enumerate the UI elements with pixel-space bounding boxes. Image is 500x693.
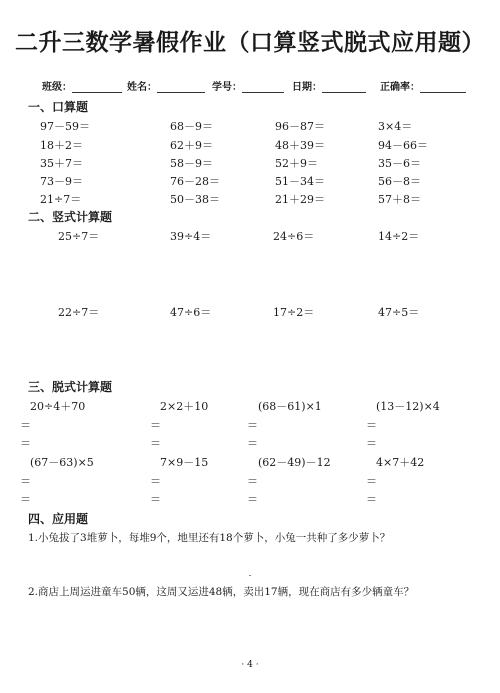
stepwise-problem: 4×7＋42	[376, 456, 425, 469]
stray-dot	[249, 575, 251, 576]
equals-sign: ＝	[150, 475, 161, 488]
oral-problem: 94－66＝	[378, 139, 428, 152]
vertical-problem: 14÷2＝	[378, 230, 420, 243]
equals-sign: ＝	[20, 437, 31, 450]
equals-sign: ＝	[247, 475, 258, 488]
equals-sign: ＝	[150, 419, 161, 432]
stepwise-problem: (13－12)×4	[376, 400, 440, 413]
info-class: 班级：	[42, 78, 122, 93]
section1-heading: 一、口算题	[28, 100, 89, 114]
stepwise-problem: 2×2＋10	[160, 400, 209, 413]
vertical-problem: 47÷6＝	[170, 306, 212, 319]
vertical-problem: 47÷5＝	[378, 306, 420, 319]
oral-problem: 18＋2＝	[40, 139, 83, 152]
equals-sign: ＝	[150, 437, 161, 450]
oral-problem: 57＋8＝	[378, 193, 421, 206]
oral-problem: 3×4＝	[378, 120, 413, 133]
oral-problem: 68－9＝	[170, 120, 213, 133]
stepwise-problem: (67－63)×5	[30, 456, 94, 469]
equals-sign: ＝	[247, 437, 258, 450]
stepwise-problem: 20÷4＋70	[30, 400, 86, 413]
info-accuracy: 正确率：	[380, 78, 466, 93]
oral-problem: 21＋29＝	[275, 193, 325, 206]
oral-problem: 35－6＝	[378, 157, 421, 170]
vertical-problem: 39÷4＝	[170, 230, 212, 243]
equals-sign: ＝	[20, 493, 31, 506]
oral-problem: 21÷7＝	[40, 193, 82, 206]
stepwise-problem: (68－61)×1	[258, 400, 322, 413]
oral-problem: 58－9＝	[170, 157, 213, 170]
vertical-problem: 17÷2＝	[273, 306, 315, 319]
equals-sign: ＝	[366, 437, 377, 450]
name-blank[interactable]	[157, 81, 205, 93]
oral-problem: 35＋7＝	[40, 157, 83, 170]
oral-problem: 52＋9＝	[275, 157, 318, 170]
date-blank[interactable]	[322, 81, 366, 93]
info-date: 日期：	[292, 78, 366, 93]
vertical-problem: 22÷7＝	[58, 306, 100, 319]
stepwise-problem: (62－49)－12	[258, 456, 331, 469]
section3-heading: 三、脱式计算题	[28, 380, 113, 394]
equals-sign: ＝	[247, 493, 258, 506]
info-name: 姓名：	[127, 78, 205, 93]
equals-sign: ＝	[20, 419, 31, 432]
oral-problem: 97－59＝	[40, 120, 90, 133]
oral-problem: 62＋9＝	[170, 139, 213, 152]
equals-sign: ＝	[366, 475, 377, 488]
equals-sign: ＝	[20, 475, 31, 488]
equals-sign: ＝	[150, 493, 161, 506]
equals-sign: ＝	[366, 419, 377, 432]
oral-problem: 73－9＝	[40, 175, 83, 188]
vertical-problem: 25÷7＝	[58, 230, 100, 243]
section2-heading: 二、竖式计算题	[28, 210, 113, 224]
word-problem-1: 1.小兔拔了3堆萝卜，每堆9个，地里还有18个萝卜，小兔一共种了多少萝卜？	[28, 532, 391, 544]
oral-problem: 76－28＝	[170, 175, 220, 188]
stepwise-problem: 7×9－15	[160, 456, 209, 469]
equals-sign: ＝	[247, 419, 258, 432]
section4-heading: 四、应用题	[28, 512, 89, 526]
oral-problem: 56－8＝	[378, 175, 421, 188]
oral-problem: 96－87＝	[275, 120, 325, 133]
word-problem-2: 2.商店上周运进童车50辆，这周又运进48辆，卖出17辆，现在商店有多少辆童车？	[28, 586, 415, 598]
student-id-blank[interactable]	[242, 81, 284, 93]
info-student-id: 学号：	[212, 78, 284, 93]
oral-problem: 48＋39＝	[275, 139, 325, 152]
oral-problem: 51－34＝	[275, 175, 325, 188]
accuracy-blank[interactable]	[420, 81, 466, 93]
class-blank[interactable]	[72, 81, 122, 93]
page-title: 二升三数学暑假作业（口算竖式脱式应用题）	[15, 30, 485, 56]
page-number: · 4 ·	[241, 660, 259, 670]
vertical-problem: 24÷6＝	[273, 230, 315, 243]
oral-problem: 50－38＝	[170, 193, 220, 206]
equals-sign: ＝	[366, 493, 377, 506]
